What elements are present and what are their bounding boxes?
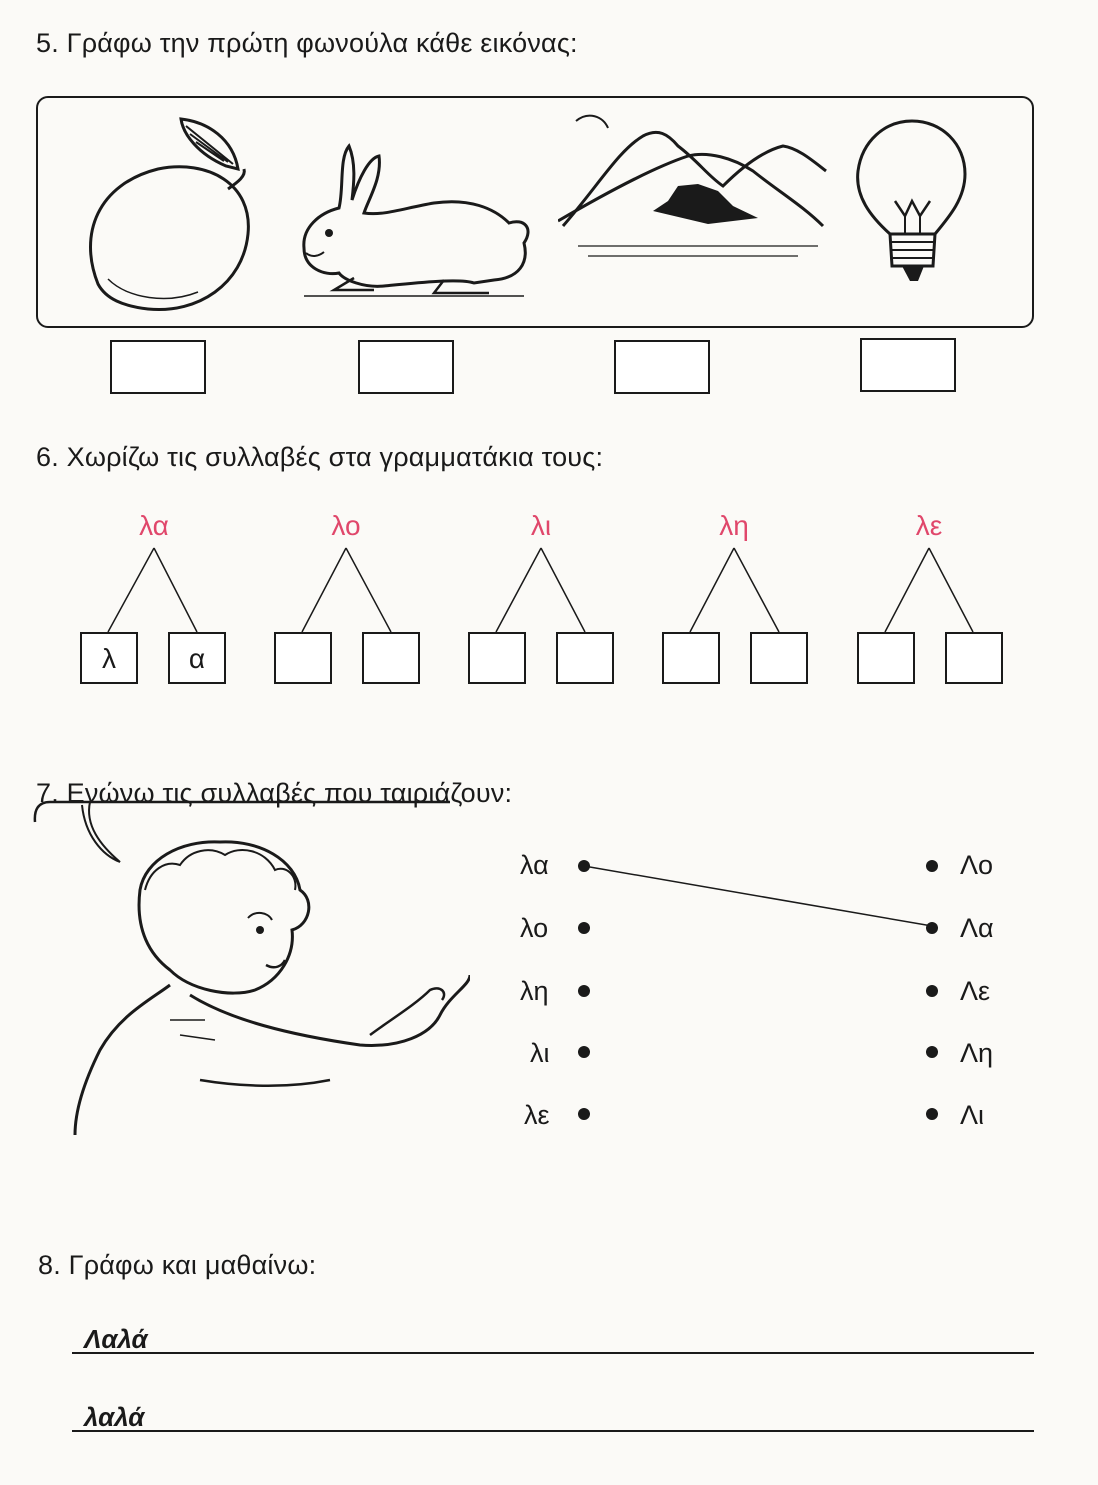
exercise-8-title: 8. Γράφω και μαθαίνω: [38, 1250, 317, 1280]
right-dot[interactable] [926, 985, 938, 997]
left-dot[interactable] [578, 985, 590, 997]
syllable-lo: λο [331, 510, 361, 541]
syllable-le: λε [915, 510, 943, 541]
right-dot[interactable] [926, 1046, 938, 1058]
left-syllable-la: λα [520, 850, 549, 880]
left-syllable-le: λε [524, 1100, 550, 1130]
right-syllable-lh: Λη [960, 1038, 994, 1068]
left-dot[interactable] [578, 860, 590, 872]
practice-word-1: Λαλά [84, 1324, 148, 1354]
right-dot[interactable] [926, 1108, 938, 1120]
exercise-5-title: 5. Γράφω την πρώτη φωνούλα κάθε εικόνας: [36, 28, 578, 58]
right-syllable-li: Λι [960, 1100, 985, 1130]
left-dot[interactable] [578, 1046, 590, 1058]
letter-box[interactable]: α [168, 632, 226, 684]
left-syllable-lo: λο [520, 913, 549, 943]
right-syllable-le: Λε [960, 976, 991, 1006]
practice-word-2: λαλά [84, 1402, 145, 1432]
writing-line-1[interactable] [72, 1352, 1034, 1354]
right-syllable-lo: Λο [960, 850, 994, 880]
right-syllable-la: Λα [960, 913, 994, 943]
right-dot[interactable] [926, 860, 938, 872]
syllable-lh: λη [719, 510, 749, 541]
left-syllable-lh: λη [520, 976, 549, 1006]
left-dot[interactable] [578, 922, 590, 934]
left-dot[interactable] [578, 1108, 590, 1120]
syllable-li: λι [530, 510, 552, 541]
exercise-7-title: 7. Ενώνω τις συλλαβές που ταιριάζουν: [36, 778, 513, 808]
syllable-la: λα [139, 510, 169, 541]
writing-line-2[interactable] [72, 1430, 1034, 1432]
letter-box[interactable]: λ [80, 632, 138, 684]
left-syllable-li: λι [530, 1038, 550, 1068]
right-dot[interactable] [926, 922, 938, 934]
exercise-6-title: 6. Χωρίζω τις συλλαβές στα γραμματάκια τους: [36, 442, 604, 472]
